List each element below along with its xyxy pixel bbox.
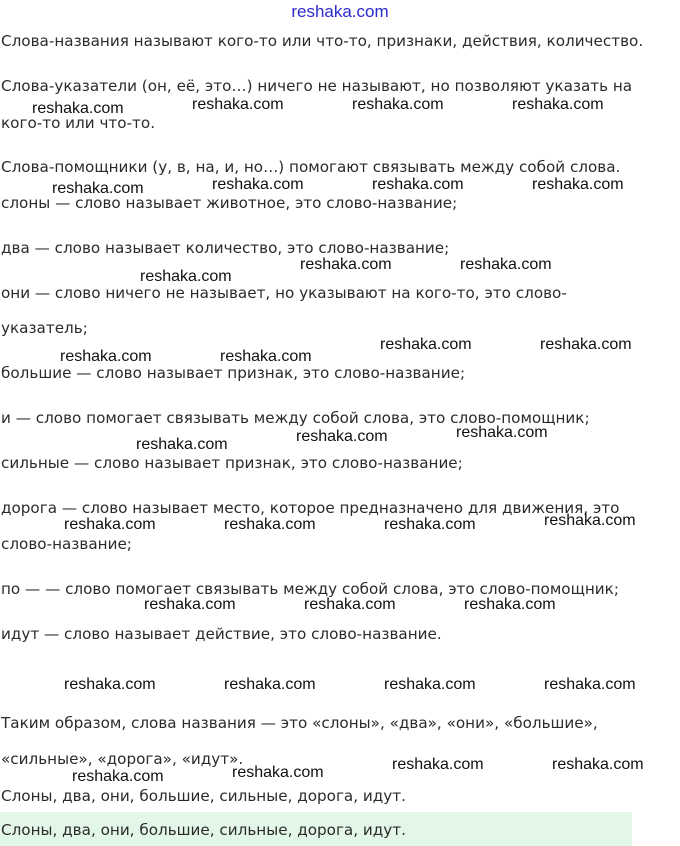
text-line: Таким образом, слова названия — это «слоны», «два», «они», «большие», (1, 714, 598, 732)
text-line: «сильные», «дорога», «идут». (1, 750, 244, 768)
watermark: reshaka.com (60, 348, 152, 365)
watermark: reshaka.com (144, 596, 236, 613)
answer-text: Слоны, два, они, большие, сильные, дорога, идут. (1, 821, 406, 839)
text-line: сильные — слово называет признак, это слово-название; (1, 454, 463, 472)
watermark: reshaka.com (220, 348, 312, 365)
text-line: большие — слово называет признак, это слово-название; (1, 364, 466, 382)
site-header[interactable]: reshaka.com (291, 2, 389, 21)
watermark: reshaka.com (72, 768, 164, 785)
answer-box (0, 812, 632, 846)
text-line: слоны — слово называет животное, это слово-название; (1, 194, 458, 212)
text-line: и — слово помогает связывать между собой слова, это слово-помощник; (1, 409, 590, 427)
watermark: reshaka.com (224, 676, 316, 693)
watermark: reshaka.com (140, 268, 232, 285)
watermark: reshaka.com (392, 756, 484, 773)
text-line: дорога — слово называет место, которое предназначено для движения, это (1, 499, 620, 517)
text-line: Слова-указатели (он, её, это…) ничего не называют, но позволяют указать на (1, 77, 633, 95)
watermark: reshaka.com (380, 336, 472, 353)
text-line: кого-то или что-то. (1, 114, 156, 132)
watermark: reshaka.com (540, 336, 632, 353)
watermark: reshaka.com (64, 676, 156, 693)
watermark: reshaka.com (372, 176, 464, 193)
watermark: reshaka.com (136, 436, 228, 453)
text-line: идут — слово называет действие, это слово-название. (1, 625, 442, 643)
watermark: reshaka.com (192, 96, 284, 113)
watermark: reshaka.com (384, 516, 476, 533)
text-line: Слова-названия называют кого-то или что-то, признаки, действия, количество. (1, 32, 644, 50)
watermark: reshaka.com (212, 176, 304, 193)
watermark: reshaka.com (544, 512, 636, 529)
watermark: reshaka.com (32, 100, 124, 117)
watermark: reshaka.com (224, 516, 316, 533)
watermark: reshaka.com (512, 96, 604, 113)
watermark: reshaka.com (64, 516, 156, 533)
watermark: reshaka.com (300, 256, 392, 273)
watermark: reshaka.com (232, 764, 324, 781)
text-line: Слова-помощники (у, в, на, и, но…) помогают связывать между собой слова. (1, 158, 621, 176)
watermark: reshaka.com (296, 428, 388, 445)
watermark: reshaka.com (532, 176, 624, 193)
watermark: reshaka.com (352, 96, 444, 113)
watermark: reshaka.com (464, 596, 556, 613)
watermark: reshaka.com (460, 256, 552, 273)
text-line: по — — слово помогает связывать между собой слова, это слово-помощник; (1, 580, 619, 598)
text-line: слово-название; (1, 535, 132, 553)
text-line: они — слово ничего не называет, но указывают на кого-то, это слово- (1, 284, 567, 302)
watermark: reshaka.com (552, 756, 644, 773)
text-line: указатель; (1, 319, 88, 337)
watermark: reshaka.com (456, 424, 548, 441)
watermark: reshaka.com (544, 676, 636, 693)
watermark: reshaka.com (52, 180, 144, 197)
text-line: два — слово называет количество, это слово-название; (1, 239, 450, 257)
watermark: reshaka.com (384, 676, 476, 693)
watermark: reshaka.com (304, 596, 396, 613)
text-line: Слоны, два, они, большие, сильные, дорога, идут. (1, 787, 406, 805)
